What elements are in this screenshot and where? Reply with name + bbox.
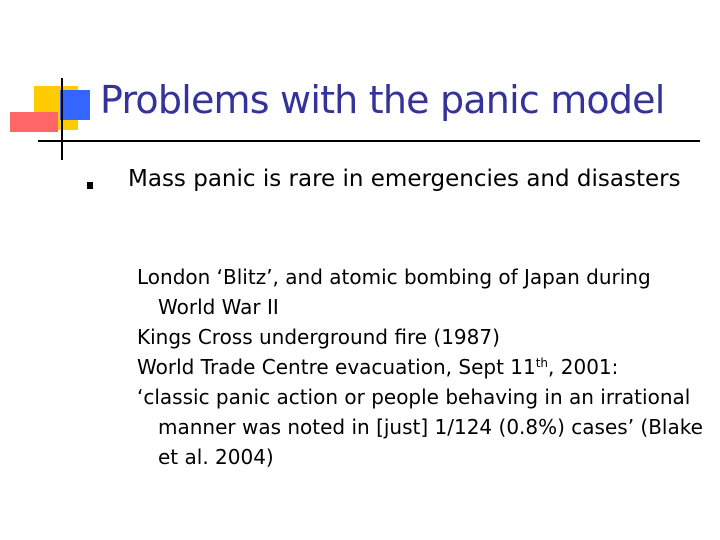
sub-item-kings-cross: Kings Cross underground fire (1987) bbox=[137, 325, 500, 349]
sub-item-quote: ‘classic panic action or people behaving in an irrational manner was noted in [just] 1/124 (0.8%) cases’ (Blake et al. 2004) bbox=[137, 385, 703, 469]
title-divider bbox=[38, 140, 700, 142]
bullet-square-icon bbox=[87, 182, 93, 189]
sub-item-wtc bbox=[137, 352, 712, 382]
sub-item-blitz: London ‘Blitz’, and atomic bombing of Japan during World War II bbox=[137, 265, 651, 319]
deco-blue-square bbox=[60, 90, 90, 120]
wtc-text: World Trade Centre evacuation, Sept 11 bbox=[137, 355, 536, 379]
deco-red-bar bbox=[10, 112, 58, 132]
slide-title: Problems with the panic model bbox=[100, 78, 665, 122]
main-bullet: Mass panic is rare in emergencies and disasters bbox=[128, 166, 681, 192]
wtc-ordinal-suffix: th bbox=[535, 356, 549, 370]
sub-list bbox=[137, 262, 712, 472]
wtc-year: , 2001: bbox=[548, 355, 619, 379]
